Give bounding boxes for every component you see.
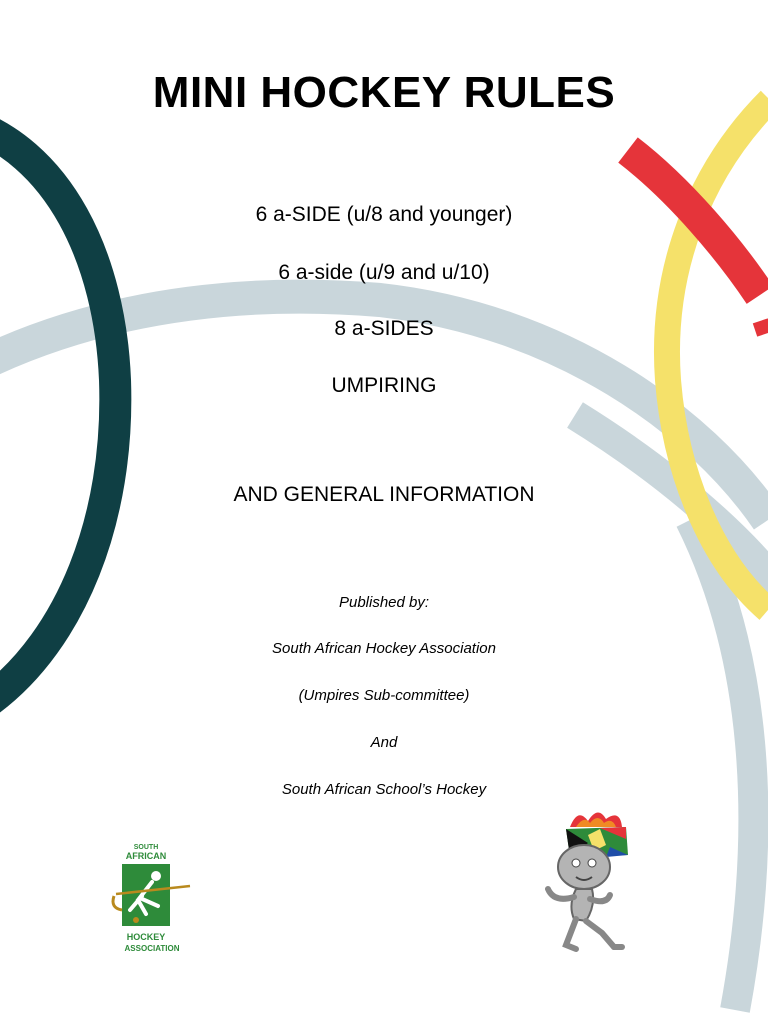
svg-text:SOUTH: SOUTH xyxy=(133,844,159,851)
publisher-org-1: South African Hockey Association xyxy=(272,640,496,657)
section-general-information: AND GENERAL INFORMATION xyxy=(233,483,535,506)
section-6-a-side-u9-u10: 6 a-side (u/9 and u/10) xyxy=(278,261,490,284)
section-umpiring: UMPIRING xyxy=(331,374,437,397)
svg-text:HOCKEY: HOCKEY xyxy=(126,932,166,942)
publisher-org-1-subcommittee: (Umpires Sub-committee) xyxy=(298,687,470,704)
south-african-hockey-association-logo xyxy=(106,840,196,958)
section-6-a-side-u8: 6 a-SIDE (u/8 and younger) xyxy=(255,203,513,226)
svg-text:ASSOCIATION: ASSOCIATION xyxy=(124,944,180,953)
publisher-org-2: South African School’s Hockey xyxy=(281,781,487,798)
published-by-label: Published by: xyxy=(338,594,430,611)
mascot-hockey-player-logo xyxy=(540,805,635,955)
publisher-and: And xyxy=(370,734,398,751)
svg-text:AFRICAN: AFRICAN xyxy=(125,851,167,861)
page-title: MINI HOCKEY RULES xyxy=(152,68,616,117)
section-8-a-sides: 8 a-SIDES xyxy=(334,317,434,340)
